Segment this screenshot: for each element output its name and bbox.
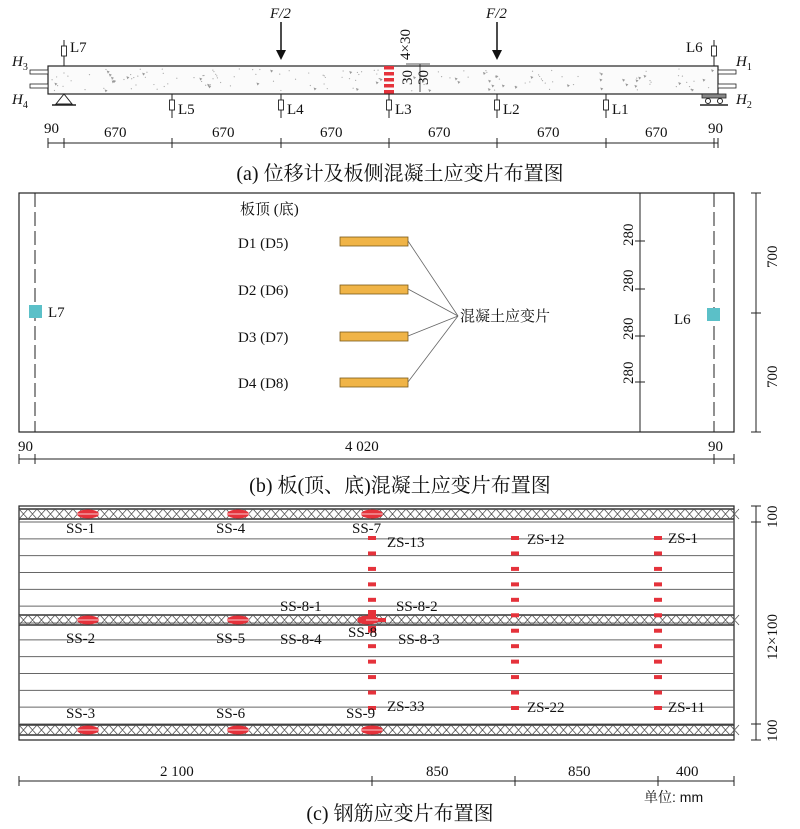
speckle [105, 69, 106, 70]
caption-b: (b) 板(顶、底)混凝土应变片布置图 [249, 475, 551, 497]
ss8-gauge [378, 618, 386, 622]
lvdt-l7-marker [29, 305, 42, 318]
zs-gauge [654, 691, 662, 695]
speckle [252, 69, 253, 70]
speckle [67, 76, 68, 77]
speckle [499, 78, 500, 79]
speckle [135, 84, 136, 85]
gauge-spacing-b: 30 [416, 70, 432, 85]
speckle [379, 78, 380, 79]
svg-text:H1: $H_1$ [736, 54, 752, 73]
zs-gauge [368, 675, 376, 679]
svg-text:L6: L6 [674, 312, 691, 328]
speckle [646, 71, 647, 72]
zs-gauge [654, 598, 662, 602]
svg-text:SS-8: SS-8 [348, 625, 378, 641]
zs-gauge [511, 706, 519, 710]
load-label-right: F/2 [486, 6, 507, 22]
load-label-left: F/2 [270, 6, 291, 22]
speckle [167, 83, 168, 84]
speckle [377, 70, 378, 71]
svg-text:D4 (D8): D4 (D8) [238, 376, 289, 392]
speckle [539, 76, 540, 77]
speckle [649, 84, 650, 85]
zs-gauge [654, 660, 662, 664]
speckle [289, 70, 290, 71]
zs-gauge [368, 551, 376, 555]
svg-text:280: 280 [621, 317, 637, 340]
speckle [599, 72, 600, 73]
zs-gauge [368, 582, 376, 586]
speckle [308, 72, 309, 73]
speckle [532, 71, 533, 72]
svg-text:SS-6: SS-6 [216, 706, 246, 722]
dimension-line-a [44, 121, 723, 148]
svg-text:850: 850 [426, 764, 449, 780]
zs-gauge [511, 613, 519, 617]
svg-text:SS-8-3: SS-8-3 [398, 632, 440, 648]
speckle [441, 76, 442, 77]
svg-text:90: 90 [18, 439, 33, 455]
speckle [131, 88, 132, 89]
svg-text:ZS-12: ZS-12 [527, 532, 565, 548]
svg-text:670: 670 [537, 125, 560, 141]
speckle [538, 74, 539, 75]
svg-text:12×100: 12×100 [765, 614, 781, 660]
svg-text:D2 (D6): D2 (D6) [238, 283, 289, 299]
svg-text:L7: L7 [48, 305, 65, 321]
svg-text:SS-1: SS-1 [66, 521, 96, 537]
speckle [295, 79, 296, 80]
zs-gauge [654, 613, 662, 617]
speckle [561, 76, 562, 77]
zs-gauge [654, 551, 662, 555]
svg-text:ZS-11: ZS-11 [668, 700, 705, 716]
svg-text:700: 700 [765, 365, 781, 388]
speckle [130, 74, 131, 75]
zs-gauge [511, 691, 519, 695]
svg-text:670: 670 [212, 125, 235, 141]
speckle [542, 80, 543, 81]
speckle [361, 71, 362, 72]
speckle [201, 81, 202, 82]
zs-gauge [511, 567, 519, 571]
lvdt-l6-marker [707, 308, 720, 321]
speckle [133, 77, 134, 78]
speckle [636, 78, 637, 79]
zs-gauge [654, 644, 662, 648]
speckle [131, 78, 132, 79]
speckle [163, 73, 164, 74]
speckle [343, 70, 344, 71]
support-right [700, 94, 728, 105]
zs-gauge [368, 691, 376, 695]
caption-c: (c) 钢筋应变片布置图 [306, 803, 494, 825]
zs-gauge [368, 660, 376, 664]
speckle [110, 75, 111, 76]
speckle [376, 73, 377, 74]
speckle [193, 77, 194, 78]
speckle [103, 88, 104, 89]
speckle [357, 72, 358, 73]
zs-gauge [511, 644, 519, 648]
panel-b [18, 193, 781, 497]
zs-gauge [511, 598, 519, 602]
speckle [259, 69, 260, 70]
speckle [205, 85, 206, 86]
speckle [529, 81, 530, 82]
svg-text:L7: L7 [70, 40, 87, 56]
speckle [123, 79, 124, 80]
speckle [216, 75, 217, 76]
speckle [220, 82, 221, 83]
panel-c [19, 506, 781, 826]
speckle [552, 81, 553, 82]
speckle [323, 83, 324, 84]
svg-text:670: 670 [645, 125, 668, 141]
speckle [215, 74, 216, 75]
svg-text:4 020: 4 020 [345, 439, 379, 455]
svg-text:SS-8-4: SS-8-4 [280, 632, 322, 648]
speckle [438, 71, 439, 72]
gauge-d2 [340, 285, 408, 294]
speckle [202, 75, 203, 76]
speckle [56, 76, 57, 77]
speckle [349, 78, 350, 79]
speckle [573, 84, 574, 85]
svg-text:SS-2: SS-2 [66, 631, 96, 647]
ss8-gauge [368, 610, 376, 614]
speckle [463, 70, 464, 71]
speckle [545, 82, 546, 83]
speckle [212, 70, 213, 71]
half-width-dims [751, 193, 781, 432]
svg-text:280: 280 [621, 269, 637, 292]
speckle [54, 90, 55, 91]
lvdt-top-right [686, 40, 717, 66]
svg-text:SS-4: SS-4 [216, 521, 246, 537]
speckle [210, 84, 211, 85]
speckle [108, 72, 109, 73]
zs-gauge [511, 582, 519, 586]
svg-text:SS-5: SS-5 [216, 631, 246, 647]
speckle [341, 77, 342, 78]
svg-text:90: 90 [708, 439, 723, 455]
zs-gauge [654, 567, 662, 571]
svg-text:90: 90 [708, 121, 723, 137]
speckle [577, 76, 578, 77]
svg-text:D1 (D5): D1 (D5) [238, 236, 289, 252]
zs-gauge [654, 629, 662, 633]
speckle [324, 75, 325, 76]
svg-text:L6: L6 [686, 40, 703, 56]
speckle [682, 76, 683, 77]
speckle [449, 77, 450, 78]
unit-label: 单位: mm [644, 789, 704, 805]
svg-text:L4: L4 [287, 102, 304, 118]
svg-text:L3: L3 [395, 102, 412, 118]
gauge-spacing-a: 30 [400, 70, 416, 85]
svg-text:SS-8-2: SS-8-2 [396, 599, 438, 615]
right-dims-c [751, 506, 781, 743]
svg-text:280: 280 [621, 361, 637, 384]
svg-text:670: 670 [104, 125, 127, 141]
bottom-dims-c [19, 764, 734, 786]
callout-label: 混凝土应变片 [460, 309, 551, 325]
speckle [162, 68, 163, 69]
speckle [689, 86, 690, 87]
svg-text:SS-8-1: SS-8-1 [280, 599, 322, 615]
svg-text:H4: $H_4$ [12, 92, 28, 111]
speckle [89, 74, 90, 75]
slab-side-view [48, 66, 718, 94]
speckle [327, 88, 328, 89]
speckle [686, 82, 687, 83]
speckle [525, 82, 526, 83]
svg-text:670: 670 [428, 125, 451, 141]
caption-a: (a) 位移计及板侧混凝土应变片布置图 [236, 163, 564, 185]
speckle [51, 79, 52, 80]
svg-text:670: 670 [320, 125, 343, 141]
zs-gauge [654, 536, 662, 540]
speckle [708, 87, 709, 88]
speckle [486, 72, 487, 73]
speckle [541, 78, 542, 79]
svg-text:ZS-1: ZS-1 [668, 531, 698, 547]
speckle [374, 70, 375, 71]
speckle [494, 90, 495, 91]
speckle [325, 77, 326, 78]
speckle [693, 81, 694, 82]
speckle [137, 76, 138, 77]
svg-text:ZS-22: ZS-22 [527, 700, 565, 716]
speckle [239, 68, 240, 69]
speckle [353, 88, 354, 89]
speckle [355, 80, 356, 81]
speckle [637, 89, 638, 90]
speckle [279, 73, 280, 74]
svg-text:H2: $H_2$ [736, 92, 752, 111]
speckle [71, 80, 72, 81]
speckle [146, 72, 147, 73]
speckle [213, 71, 214, 72]
zs-gauge [511, 660, 519, 664]
speckle [485, 70, 486, 71]
speckle [212, 78, 213, 79]
bottom-dims-b [18, 439, 734, 464]
svg-text:ZS-33: ZS-33 [387, 699, 425, 715]
svg-text:100: 100 [765, 719, 781, 742]
speckle [145, 77, 146, 78]
zs-gauge [654, 582, 662, 586]
zs-gauge [654, 675, 662, 679]
speckle [230, 85, 231, 86]
speckle [678, 75, 679, 76]
svg-text:L5: L5 [178, 102, 195, 118]
speckle [323, 75, 324, 76]
zs-gauge [654, 706, 662, 710]
speckle [63, 72, 64, 73]
ss8-gauge [358, 618, 366, 622]
speckle [273, 81, 274, 82]
zs-gauge [368, 644, 376, 648]
zs-gauge [511, 536, 519, 540]
svg-text:SS-9: SS-9 [346, 706, 376, 722]
svg-text:SS-7: SS-7 [352, 521, 382, 537]
zs-gauge [368, 567, 376, 571]
speckle [217, 77, 218, 78]
svg-text:SS-3: SS-3 [66, 706, 96, 722]
speckle [57, 85, 58, 86]
gauge-count-label: 4×30 [398, 29, 414, 60]
svg-text:280: 280 [621, 223, 637, 246]
speckle [549, 89, 550, 90]
speckle [649, 80, 650, 81]
zs-gauge [511, 551, 519, 555]
speckle [112, 78, 113, 79]
svg-text:H3: $H_3$ [12, 54, 28, 73]
svg-text:100: 100 [765, 505, 781, 528]
speckle [678, 68, 679, 69]
zs-gauge [511, 675, 519, 679]
zs-gauge [511, 629, 519, 633]
svg-text:90: 90 [44, 121, 59, 137]
speckle [153, 84, 154, 85]
gauge-d3 [340, 332, 408, 341]
speckle [140, 69, 141, 70]
svg-text:ZS-13: ZS-13 [387, 535, 425, 551]
speckle [495, 76, 496, 77]
speckle [310, 85, 311, 86]
speckle [84, 89, 85, 90]
support-left [52, 94, 76, 105]
svg-text:L2: L2 [503, 102, 520, 118]
speckle [280, 90, 281, 91]
svg-text:D3 (D7): D3 (D7) [238, 330, 289, 346]
speckle [234, 76, 235, 77]
speckle [62, 86, 63, 87]
speckle [358, 74, 359, 75]
speckle [164, 86, 165, 87]
svg-text:2 100: 2 100 [160, 764, 194, 780]
lvdt-top-left [62, 40, 88, 66]
speckle [411, 90, 412, 91]
zs-gauge [368, 598, 376, 602]
speckle [157, 89, 158, 90]
speckle [650, 82, 651, 83]
speckle [468, 77, 469, 78]
speckle [176, 78, 177, 79]
panel-a [11, 6, 752, 185]
plan-header: 板顶 (底) [240, 202, 299, 218]
svg-text:400: 400 [676, 764, 699, 780]
gauge-d1 [340, 237, 408, 246]
svg-text:850: 850 [568, 764, 591, 780]
gauge-d4 [340, 378, 408, 387]
speckle [255, 74, 256, 75]
lvdt-bottom-row [170, 94, 629, 118]
speckle [551, 70, 552, 71]
svg-text:L1: L1 [612, 102, 629, 118]
speckle [676, 86, 677, 87]
svg-text:700: 700 [765, 245, 781, 268]
